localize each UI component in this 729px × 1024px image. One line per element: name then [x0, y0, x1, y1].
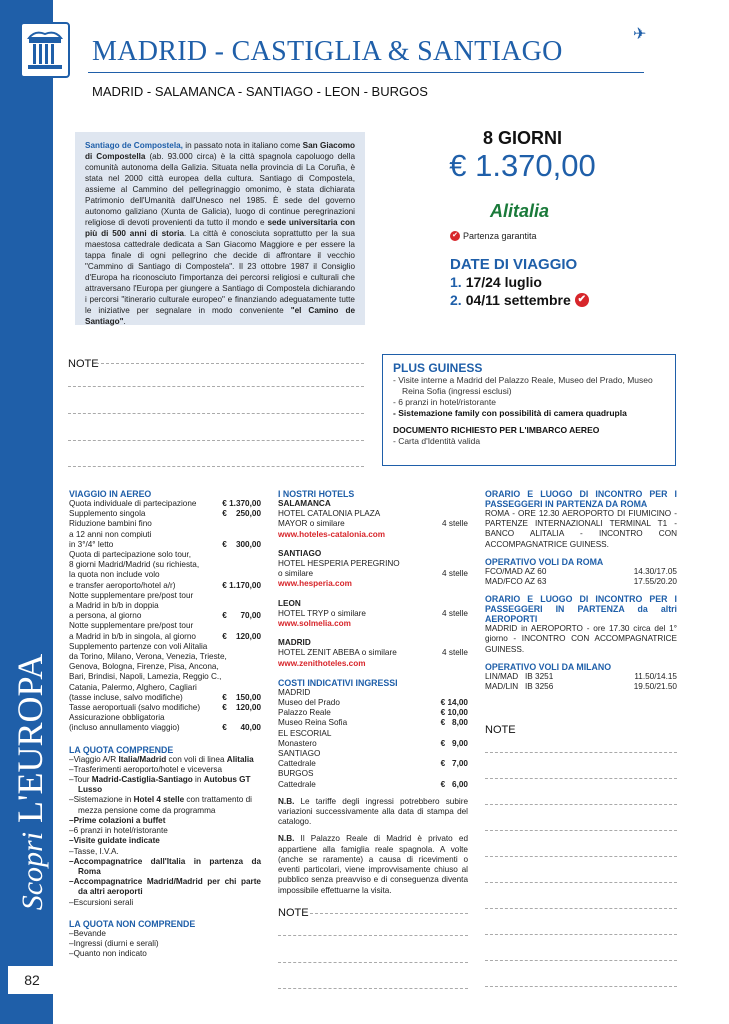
price-row: Assicurazione obbligatoria [69, 713, 165, 723]
price-row: (tasse incluse, salvo modifiche) € 150,00 [69, 692, 261, 702]
ticket-row: Palazzo Reale € 10,00 [278, 708, 468, 718]
note-line [485, 934, 677, 935]
note-line [485, 778, 677, 779]
flight-row: MAD/FCO AZ 63 17.55/20.20 [485, 577, 677, 587]
note-line [96, 363, 364, 364]
comprende-heading: LA QUOTA COMPRENDE [69, 744, 174, 755]
meeting-column [485, 489, 677, 692]
intro-text-box: Santiago de Compostela, in passato nota in italiano come San Giacomo di Compostella (ab. 93.000 circa) è la città spagnola capoluogo della comunità autonoma della Galizia. Situata nella provincia di La Coruña, è stata nel 2000 città europea della cultura. Santiago di Compostela, assieme al Cammino del pellegrinaggio omonimo, è stata dichiarata Patrimonio dell'Umanità dall'Unesco nel 1985. È sede del governo autonomo galiziano (Xunta de Galicia), luogo di continue peregrinazioni religiose di devoti provenienti da tutto il mondo e sede universitaria con più di 500 anni di storia. La città è conosciuta soprattutto per la sua maestosa cattedrale dedicata a San Giacomo Maggiore e per essere la tappa finale di ogni pellegrino che decide di affrontare il vecchio "Cammino di Santiago di Compostela". Il 23 ottobre 1987 il Consiglio d'Europa ha riconosciuto l'importanza dei percorsi religiosi e culturali che attraversano l'Europa per giungere a Santiago di Compostela dichiarando i percorsi "itinerario culturale europeo" e finanziando adeguatamente tutte le iniziative per segnalare in modo conveniente "el Camino de Santiago". [75, 132, 365, 325]
price-row: la quota non include volo [69, 570, 160, 580]
ticket-row: EL ESCORIAL [278, 728, 332, 738]
price-row: da Torino, Milano, Verona, Venezia, Trieste, [69, 652, 227, 662]
orario-altri-text: MADRID in AEROPORTO - ore 17.30 circa del 1° giorno - INCONTRO CON ACCOMPAGNATRICE GUINESS. [485, 624, 677, 654]
prices-column [69, 489, 261, 959]
trip-price: € 1.370,00 [449, 148, 596, 183]
plus-item: - Sistemazione family con possibilità di camera quadrupla [393, 408, 627, 418]
note-line [485, 960, 677, 961]
trip-duration: 8 GIORNI [482, 128, 562, 148]
voli-milano-heading: OPERATIVO VOLI DA MILANO [485, 661, 612, 672]
price-row: Notte supplementare pre/post tour [69, 621, 194, 631]
list-item: – Accompagnatrice Madrid/Madrid per chi parte da altri aeroporti [69, 877, 261, 897]
nb-note: N.B. Il Palazzo Reale di Madrid è privato ed appartiene alla famiglia reale spagnola. A volte (anche se raramente) a causa di ricevimenti o eventi particolari, viene improvvisamente chiuso al pubblico senza preavviso e di conseguenza diventa impossibile effettuarne la visita. [278, 834, 468, 895]
note-line [485, 908, 677, 909]
price-row: a Madrid in b/b in doppia [69, 601, 159, 611]
notes-label: NOTE [68, 358, 99, 370]
plus-box [382, 354, 676, 466]
plus-item: - Visite interne a Madrid del Palazzo Reale, Museo del Prado, Museo Reina Sofia (ingressi esclusi) [393, 375, 653, 396]
price-row: Bari, Brindisi, Napoli, Lamezia, Reggio C., [69, 672, 222, 682]
list-item: – Visite guidate indicate [69, 836, 261, 846]
note-line [278, 962, 468, 963]
ticket-row: Monastero € 9,00 [278, 738, 468, 748]
list-item: – Trasferimenti aeroporto/hotel e viceversa [69, 765, 261, 775]
list-item: – Tour Madrid-Castiglia-Santiago in Autobus GT Lusso [69, 775, 261, 795]
note-line [485, 830, 677, 831]
itinerary-subtitle: MADRID - SALAMANCA - SANTIAGO - LEON - BURGOS [92, 84, 428, 99]
guaranteed-departure: ✔ Partenza garantita [450, 231, 537, 241]
list-item: – Escursioni serali [69, 898, 261, 908]
date-item: 2. 04/11 settembre ✔ [450, 292, 589, 308]
price-row: e transfer aeroporto/hotel a/r) € 1.170,00 [69, 580, 261, 590]
document-heading: DOCUMENTO RICHIESTO PER L'IMBARCO AEREO [393, 425, 600, 435]
ticket-row: Cattedrale € 6,00 [278, 779, 468, 789]
list-item: – Prime colazioni a buffet [69, 816, 261, 826]
hotels-column [278, 489, 468, 896]
hotel-link[interactable]: www.hesperia.com [278, 579, 352, 589]
notes-label: NOTE [485, 724, 516, 736]
price-row: Quota di partecipazione solo tour, [69, 550, 191, 560]
hotel-entry: LEON HOTEL TRYP o similare 4 stelle www.solmelia.com [278, 598, 468, 629]
note-line [68, 386, 364, 387]
price-row: in 3°/4° letto € 300,00 [69, 539, 261, 549]
note-line [278, 935, 468, 936]
note-line [310, 913, 468, 914]
list-item: – Tasse, I.V.A. [69, 847, 261, 857]
note-line [485, 752, 677, 753]
hotels-heading: I NOSTRI HOTELS [278, 489, 355, 499]
orario-roma-heading: ORARIO E LUOGO DI INCONTRO PER I PASSEGGERI IN PARTENZA DA ROMA [485, 489, 677, 509]
date-item: 1. 17/24 luglio [450, 274, 542, 290]
check-icon: ✔ [575, 293, 589, 307]
column-logo-icon [20, 22, 70, 78]
price-row: Quota individuale di partecipazione € 1.370,00 [69, 499, 261, 508]
viaggio-heading: VIAGGIO IN AEREO [69, 489, 152, 499]
note-line [68, 466, 364, 467]
flight-row: MAD/LIN IB 3256 19.50/21.50 [485, 682, 677, 692]
price-row: Catania, Palermo, Alghero, Cagliari [69, 682, 197, 692]
list-item: – Quanto non indicato [69, 949, 261, 959]
ticket-row: MADRID [278, 687, 311, 697]
hotel-link[interactable]: www.solmelia.com [278, 619, 351, 629]
price-row: Riduzione bambini fino [69, 519, 152, 529]
sidebar-label: Scopri L'EUROPA [10, 653, 50, 911]
ticket-row: BURGOS [278, 769, 314, 779]
notes-label: NOTE [278, 907, 309, 919]
price-row: (incluso annullamento viaggio) € 40,00 [69, 723, 261, 733]
price-row: a Madrid in b/b in singola, al giorno € 120,00 [69, 631, 261, 641]
page-number: 82 [8, 966, 56, 994]
note-line [485, 856, 677, 857]
voli-roma-heading: OPERATIVO VOLI DA ROMA [485, 556, 604, 567]
dates-heading: DATE DI VIAGGIO [450, 256, 578, 273]
list-item: – Accompagnatrice dall'Italia in partenza da Roma [69, 857, 261, 877]
price-row: Supplemento singola € 250,00 [69, 509, 261, 519]
ticket-row: Museo del Prado € 14,00 [278, 698, 468, 708]
hotel-entry: SALAMANCA HOTEL CATALONIA PLAZA MAYOR o similare 4 stelle www.hoteles-catalonia.com [278, 499, 468, 539]
note-line [68, 413, 364, 414]
price-row: Supplemento partenze con voli Alitalia [69, 641, 208, 651]
list-item: – Sistemazione in Hotel 4 stelle con trattamento di mezza pensione come da programma [69, 795, 261, 815]
flight-row: LIN/MAD IB 3251 11.50/14.15 [485, 671, 677, 681]
non-comprende-heading: LA QUOTA NON COMPRENDE [69, 918, 196, 929]
nb-note: N.B. Le tariffe degli ingressi potrebbero subire variazioni successivamente alla data di stampa del catalogo. [278, 796, 468, 827]
list-item: – Ingressi (diurni e serali) [69, 939, 261, 949]
flight-row: FCO/MAD AZ 60 14.30/17.05 [485, 566, 677, 576]
plus-item: - 6 pranzi in hotel/ristorante [393, 397, 496, 407]
price-row: Genova, Bologna, Firenze, Pisa, Ancona, [69, 662, 219, 672]
title-divider [88, 72, 644, 73]
costi-heading: COSTI INDICATIVI INGRESSI [278, 677, 398, 688]
costi-table [278, 688, 468, 790]
hotel-entry: SANTIAGO HOTEL HESPERIA PEREGRINO o similare 4 stelle www.hesperia.com [278, 548, 468, 589]
ticket-row: Museo Reina Sofia € 8,00 [278, 718, 468, 728]
airline-logo: Alitalia [490, 201, 550, 221]
price-table [69, 499, 261, 734]
list-item: – Viaggio A/R Italia/Madrid con voli di linea Alitalia [69, 755, 261, 765]
note-line [485, 986, 677, 987]
page-title: MADRID - CASTIGLIA & SANTIAGO [92, 36, 563, 67]
price-row: Tasse aeroportuali (salvo modifiche) € 120,00 [69, 703, 261, 713]
price-row: 8 giorni Madrid/Madrid (su richiesta, [69, 560, 200, 570]
note-line [485, 804, 677, 805]
check-icon: ✔ [450, 231, 460, 241]
note-line [485, 882, 677, 883]
airplane-icon: ✈ [633, 26, 647, 43]
price-row: a persona, al giorno € 70,00 [69, 611, 261, 621]
list-item: – Bevande [69, 929, 261, 939]
orario-roma-text: ROMA - ORE 12.30 AEROPORTO DI FIUMICINO - PARTENZE INTERNAZIONALI TERMINAL T1 - BANCO ALITALIA - INCONTRO CON ACCOMPAGNATRICE GUINESS. [485, 509, 677, 549]
plus-heading: PLUS GUINESS [393, 361, 483, 375]
hotels-list [278, 499, 468, 669]
hotel-link[interactable]: www.hoteles-catalonia.com [278, 529, 386, 539]
document-item: - Carta d'Identità valida [393, 436, 481, 446]
hotel-entry: MADRID HOTEL ZENIT ABEBA o similare 4 stelle www.zenithoteles.com [278, 638, 468, 668]
orario-altri-heading: ORARIO E LUOGO DI INCONTRO PER I PASSEGGERI IN PARTENZA da altri AEROPORTI [485, 594, 677, 625]
ticket-row: Cattedrale € 7,00 [278, 759, 468, 769]
note-line [68, 440, 364, 441]
price-row: a 12 anni non compiuti [69, 529, 152, 539]
price-row: Notte supplementare pre/post tour [69, 590, 194, 600]
list-item: – 6 pranzi in hotel/ristorante [69, 826, 261, 836]
note-line [278, 988, 468, 989]
hotel-link[interactable]: www.zenithoteles.com [278, 658, 366, 668]
ticket-row: SANTIAGO [278, 749, 321, 759]
